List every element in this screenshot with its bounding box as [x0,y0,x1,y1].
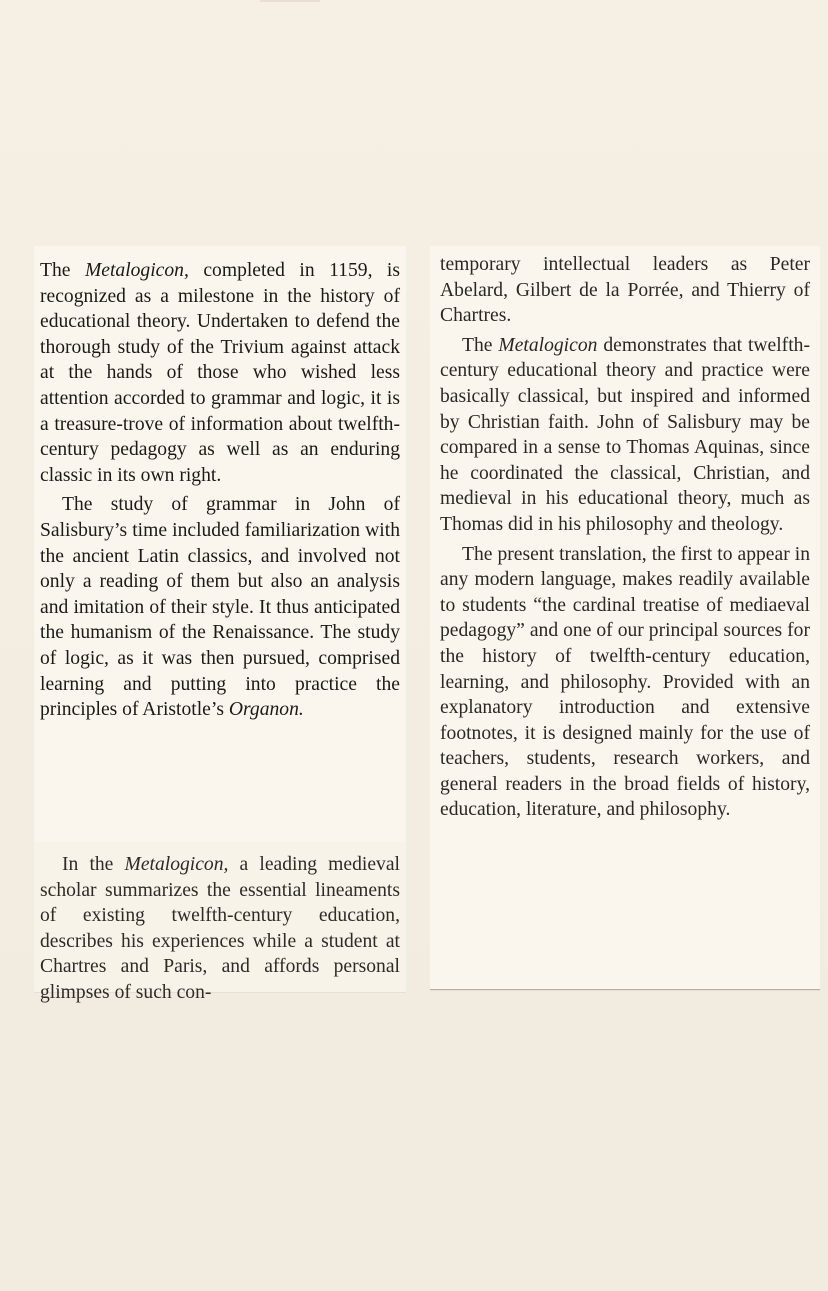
left-paragraph-2 [40,492,400,722]
book-title: Metalogicon, [124,854,229,875]
text-span: The study of grammar in John of Salisbury’s time included familiarization with the ancient Latin classics, and involved not only a reading of them but also an analysis and imitation of their style. It thus anticipated the humanism of the Renaissance. The study of logic, as it was then pursued, comprised learning and putting into practice the principles of Aristotle’s [40,494,400,721]
left-paragraph-3 [40,852,400,1006]
book-title: Metalogicon, [84,260,189,281]
left-paragraph-1 [40,258,400,488]
text-span: a leading medieval scholar summarizes the essential lineaments of existing twelfth-century education, describes his experiences while a student at Chartres and Paris, and affords personal glimpses of such con- [40,854,400,1003]
text-span: completed in 1159, is recognized as a milestone in the history of educational theory. Undertaken to defend the thorough study of the Trivium against attack at the hands of those who wished less attention accorded to grammar and logic, it is a treasure-trove of information about twelfth-century pedagogy as well as an enduring classic in its own right. [40,260,400,486]
book-title: Metalogicon [498,334,598,356]
text-span: The [40,260,85,281]
right-clipping [430,246,820,990]
scan-artifact [260,0,320,2]
text-span: The [462,334,499,356]
right-column-text [440,252,810,823]
right-paragraph-2 [440,333,810,538]
left-paragraph-3-block [34,842,406,1003]
book-title: Organon. [228,699,304,721]
text-span: In the [62,854,125,875]
text-span: demonstrates that twelfth-century educational theory and practice were basically classical, but inspired and informed by Christian faith. John of Salisbury may be compared in a sense to Thomas Aquinas, since he coordinated the classical, Christian, and medieval in his educational theory, much as Thomas did in his philosophy and theology. [440,334,810,535]
left-clipping [34,246,406,1003]
right-paragraph-1: temporary intellectual leaders as Peter Abelard, Gilbert de la Porrée, and Thierry of Chartres. [440,254,810,327]
right-paragraph-3: The present translation, the first to appear in any modern language, makes readily available to students “the cardinal treatise of mediaeval pedagogy” and one of our principal sources for the history of twelfth-century education, learning, and philosophy. Provided with an explanatory introduction and extensive footnotes, it is designed mainly for the use of teachers, students, research workers, and general readers in the broad fields of history, education, literature, and philosophy. [440,543,810,821]
left-column-text [40,258,400,723]
